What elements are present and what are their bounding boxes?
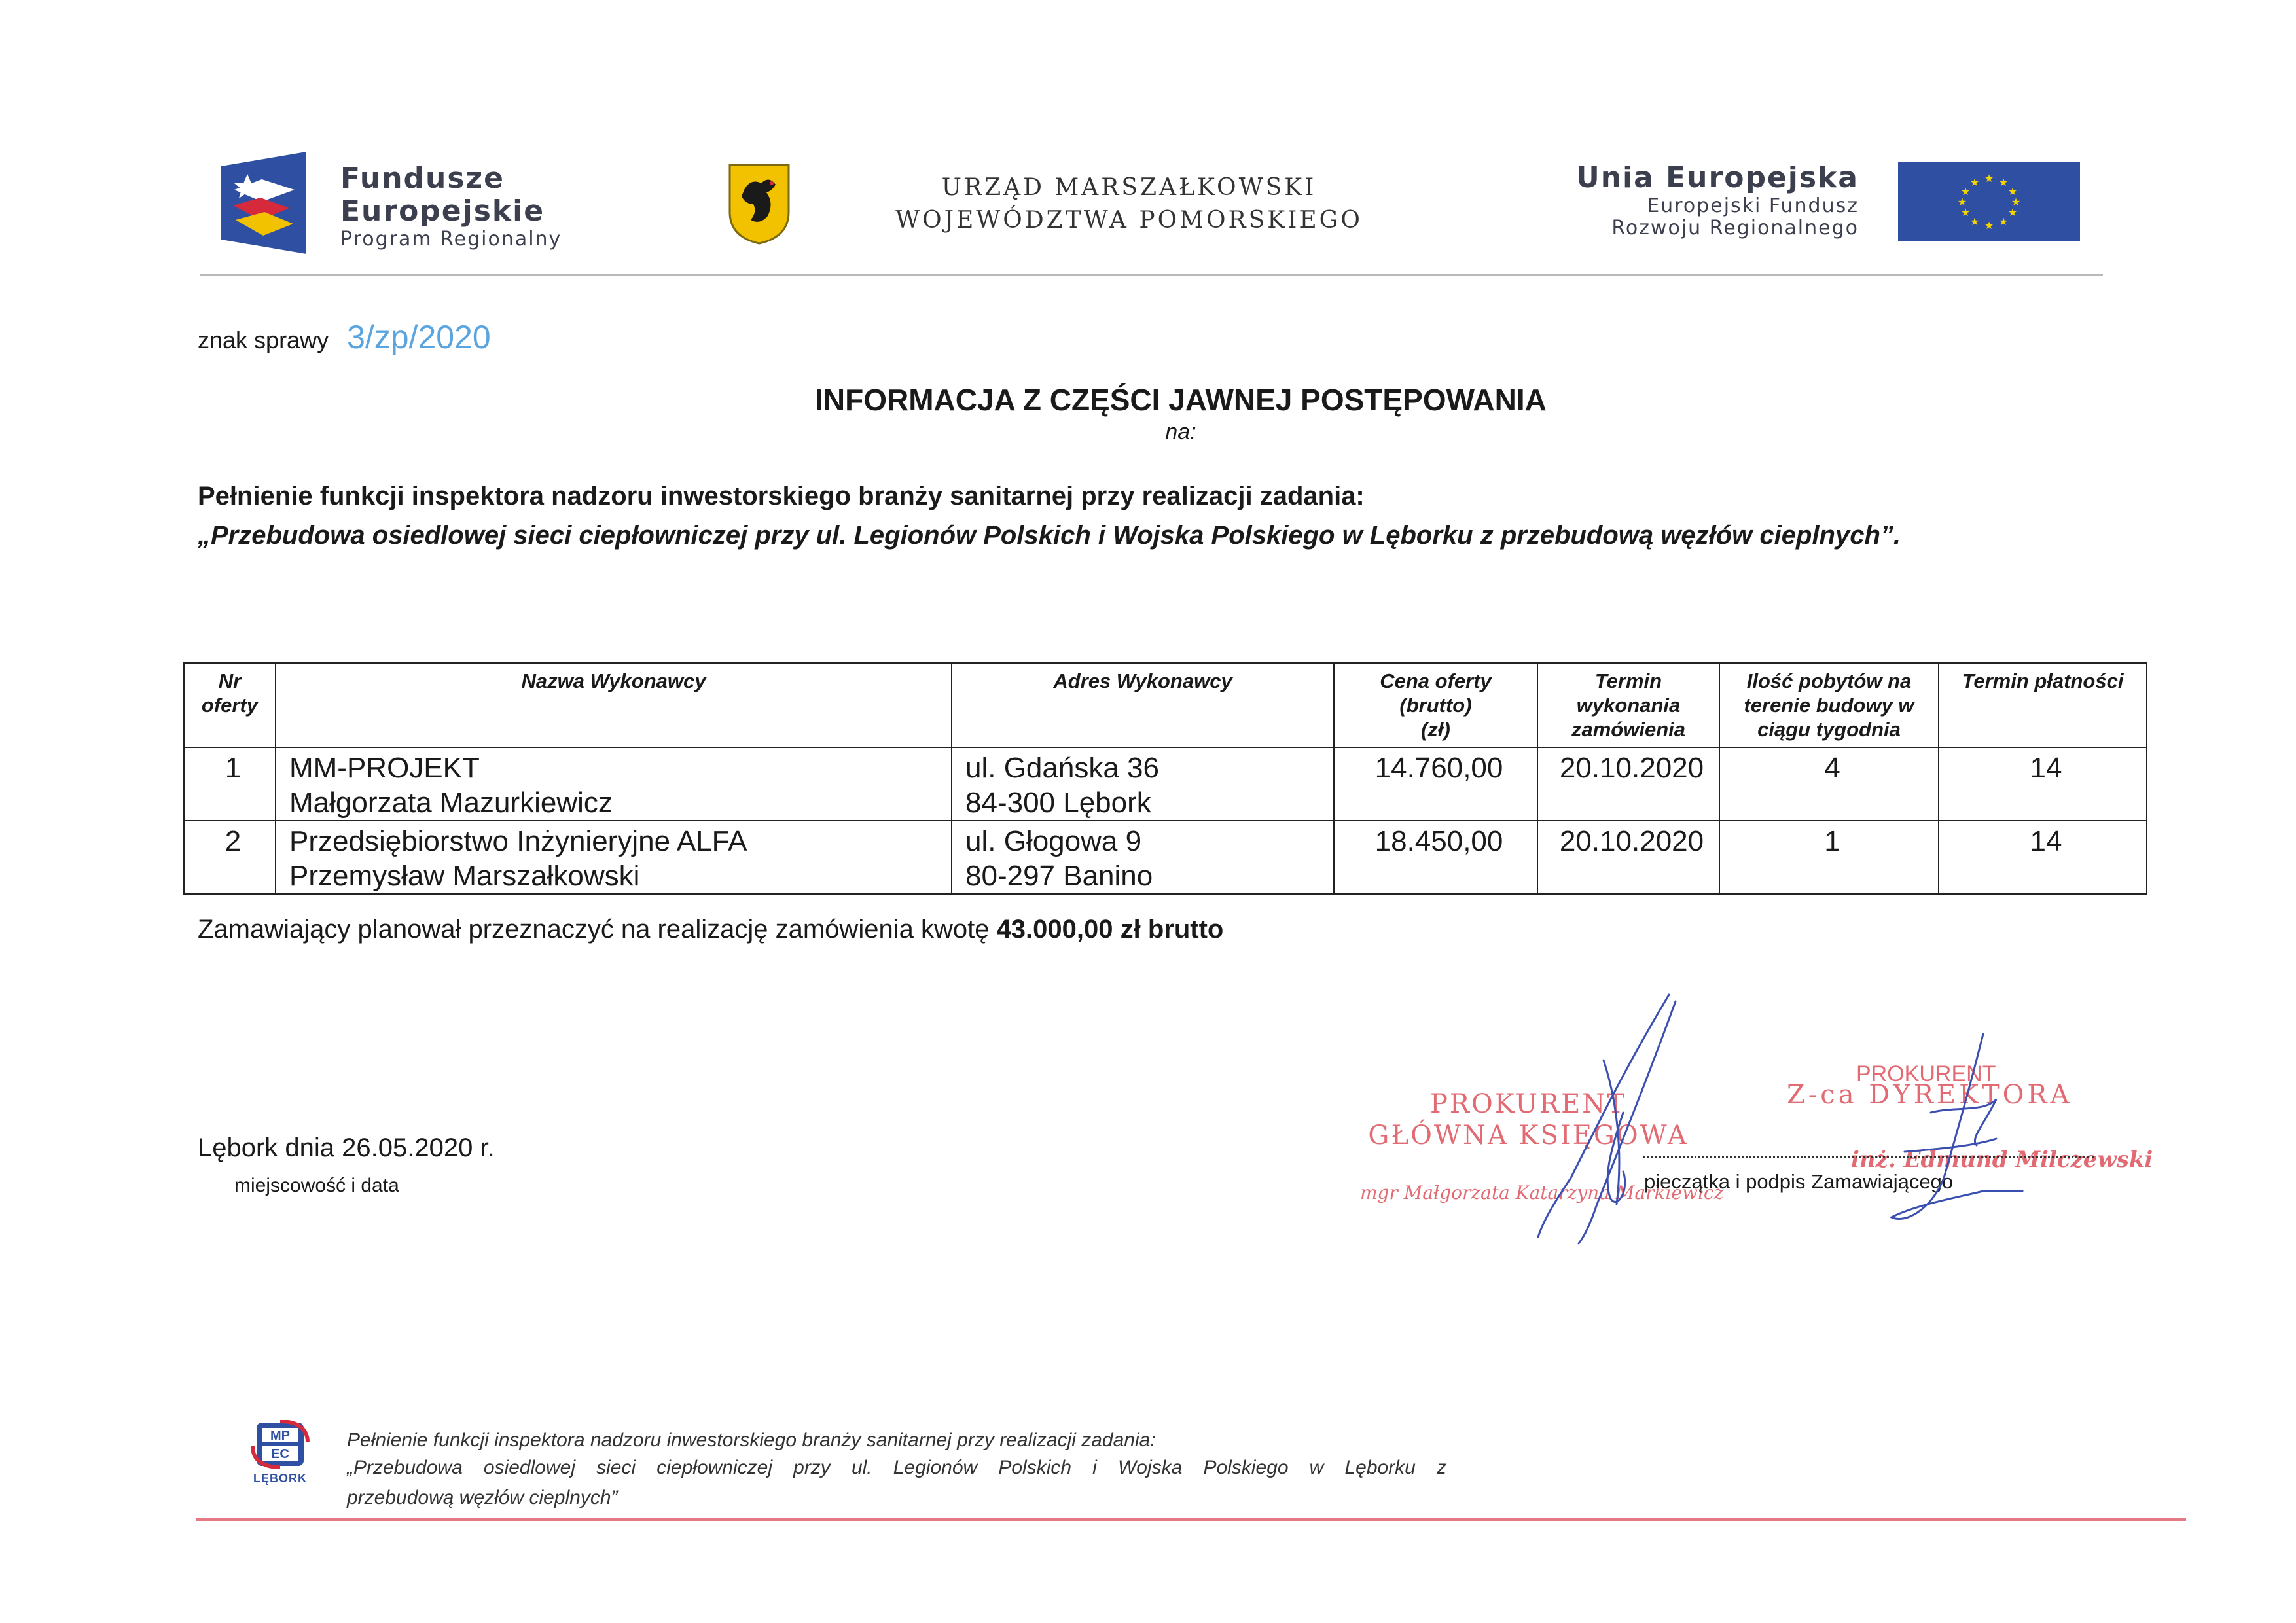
fe-line1: Fundusze xyxy=(340,162,505,195)
svg-text:★: ★ xyxy=(2007,185,2018,198)
budget-amount: 43.000,00 zł brutto xyxy=(996,915,1224,944)
col-header-ilosc xyxy=(1719,663,1939,747)
svg-text:★: ★ xyxy=(1984,219,1994,232)
cell-visits: 4 xyxy=(1719,747,1939,821)
col-header-platnosc-l1: Termin płatności xyxy=(1962,669,2124,692)
cell-address xyxy=(952,747,1334,821)
cell-price: 14.760,00 xyxy=(1334,747,1537,821)
cell-address-line2: 80-297 Banino xyxy=(965,860,1153,892)
svg-text:★: ★ xyxy=(1998,176,2009,188)
document-title: INFORMACJA Z CZĘŚCI JAWNEJ POSTĘPOWANIA xyxy=(815,383,1547,417)
cell-address-line1: ul. Gdańska 36 xyxy=(965,752,1159,784)
footer-line3: przebudową węzłów cieplnych” xyxy=(347,1487,618,1508)
case-value: 3/zp/2020 xyxy=(347,319,491,355)
cell-visits: 1 xyxy=(1719,821,1939,894)
mpec-logo-top: MP xyxy=(270,1429,290,1443)
col-header-ilosc-l2: terenie budowy w xyxy=(1744,694,1914,717)
col-header-termin-l3: zamówienia xyxy=(1571,718,1685,741)
svg-text:★: ★ xyxy=(2007,206,2018,219)
footer-line2: „Przebudowa osiedlowej sieci ciepłowniczej przy ul. Legionów Polskich i Wojska Polskiego w Lęborku z xyxy=(347,1457,1446,1478)
cell-address-line2: 84-300 Lębork xyxy=(965,787,1151,819)
stamp2-name: inż. Edmund Milczewski xyxy=(1851,1147,2153,1173)
col-header-nazwa-l1: Nazwa Wykonawcy xyxy=(521,669,706,692)
cell-date: 20.10.2020 xyxy=(1537,821,1719,894)
svg-text:★: ★ xyxy=(1984,172,1994,185)
table-header-row xyxy=(184,663,2147,747)
col-header-nazwa xyxy=(276,663,952,747)
cell-nr: 1 xyxy=(184,747,276,821)
mpec-caption: LĘBORK xyxy=(253,1472,307,1485)
case-label: znak sprawy xyxy=(198,327,329,353)
col-header-nr-l1: Nr xyxy=(218,669,242,692)
stamp2-line1: PROKURENT xyxy=(1856,1061,1996,1086)
case-number xyxy=(198,318,491,356)
cell-date: 20.10.2020 xyxy=(1537,747,1719,821)
mpec-logo-bottom: EC xyxy=(271,1447,289,1461)
offers-table xyxy=(183,662,2147,895)
ue-line3: Rozwoju Regionalnego xyxy=(1611,217,1859,240)
footer-divider xyxy=(196,1518,2186,1521)
svg-text:★: ★ xyxy=(1960,206,1971,219)
place-date-caption: miejscowość i data xyxy=(234,1175,399,1196)
cell-nr: 2 xyxy=(184,821,276,894)
stamp2-line2: Z-ca DYREKTORA xyxy=(1787,1080,2073,1110)
urzad-line1: URZĄD MARSZAŁKOWSKI xyxy=(941,174,1317,201)
cell-address-line1: ul. Głogowa 9 xyxy=(965,825,1142,857)
svg-text:★: ★ xyxy=(2011,196,2021,208)
col-header-ilosc-l1: Ilość pobytów na xyxy=(1746,669,1912,692)
col-header-platnosc xyxy=(1939,663,2147,747)
col-header-termin xyxy=(1537,663,1719,747)
budget-statement xyxy=(198,915,1223,944)
col-header-cena xyxy=(1334,663,1537,747)
stamp1-line1: PROKURENT xyxy=(1430,1089,1626,1119)
eu-flag-icon xyxy=(1898,162,2080,241)
urzad-line2: WOJEWÓDZTWA POMORSKIEGO xyxy=(895,207,1363,234)
col-header-cena-l2: (brutto) xyxy=(1399,694,1472,717)
cell-name-line1: MM-PROJEKT xyxy=(289,752,480,784)
table-row xyxy=(184,747,2147,821)
svg-text:★: ★ xyxy=(1957,196,1967,208)
handwritten-signatures xyxy=(1407,982,2127,1257)
col-header-cena-l3: (zł) xyxy=(1421,718,1450,741)
mpec-logo-icon xyxy=(246,1420,314,1469)
col-header-adres-l1: Adres Wykonawcy xyxy=(1053,669,1232,692)
stamp1-line2: GŁÓWNA KSIĘGOWA xyxy=(1368,1120,1689,1150)
cell-payment: 14 xyxy=(1939,821,2147,894)
intro-line2: „Przebudowa osiedlowej sieci ciepłowniczej przy ul. Legionów Polskich i Wojska Polskiego w Lęborku z przebudową węzłów cieplnych”. xyxy=(198,521,1901,550)
cell-name xyxy=(276,821,952,894)
unia-europejska-text xyxy=(1486,161,1859,240)
cell-name xyxy=(276,747,952,821)
cell-name-line2: Małgorzata Mazurkiewicz xyxy=(289,787,613,819)
ue-line2: Europejski Fundusz xyxy=(1647,194,1859,217)
footer-line1: Pełnienie funkcji inspektora nadzoru inwestorskiego branży sanitarnej przy realizacji zadania: xyxy=(347,1429,1156,1451)
budget-text: Zamawiający planował przeznaczyć na realizację zamówienia kwotę xyxy=(198,915,990,944)
signature-caption: pieczątka i podpis Zamawiającego xyxy=(1644,1170,1954,1193)
fundusze-europejskie-logo xyxy=(221,152,306,254)
col-header-termin-l2: wykonania xyxy=(1576,694,1681,717)
document-subtitle: na: xyxy=(1165,419,1196,444)
pomorskie-coat-of-arms-icon xyxy=(728,164,790,245)
fe-line3: Program Regionalny xyxy=(340,228,562,251)
col-header-ilosc-l3: ciągu tygodnia xyxy=(1757,718,1901,741)
cell-address xyxy=(952,821,1334,894)
cell-name-line1: Przedsiębiorstwo Inżynieryjne ALFA xyxy=(289,825,747,857)
place-and-date: Lębork dnia 26.05.2020 r. xyxy=(198,1133,495,1162)
fe-line2: Europejskie xyxy=(340,194,545,228)
col-header-nr xyxy=(184,663,276,747)
table-row xyxy=(184,821,2147,894)
col-header-cena-l1: Cena oferty xyxy=(1380,669,1492,692)
svg-text:★: ★ xyxy=(1998,215,2009,228)
col-header-adres xyxy=(952,663,1334,747)
cell-price: 18.450,00 xyxy=(1334,821,1537,894)
svg-text:★: ★ xyxy=(1960,185,1971,198)
intro-line1: Pełnienie funkcji inspektora nadzoru inwestorskiego branży sanitarnej przy realizacji zadania: xyxy=(198,482,1365,510)
stamp1-name: mgr Małgorzata Katarzyna Markiewicz xyxy=(1360,1182,1724,1204)
urzad-marszalkowski-text xyxy=(844,171,1414,237)
cell-payment: 14 xyxy=(1939,747,2147,821)
col-header-termin-l1: Termin xyxy=(1594,669,1662,692)
mpec-lebork-logo xyxy=(246,1420,314,1486)
col-header-nr-l2: oferty xyxy=(201,694,259,717)
cell-name-line2: Przemysław Marszałkowski xyxy=(289,860,640,892)
svg-text:★: ★ xyxy=(1969,215,1980,228)
header-divider xyxy=(200,274,2103,276)
svg-text:★: ★ xyxy=(1969,176,1980,188)
ue-line1: Unia Europejska xyxy=(1575,161,1859,194)
fundusze-europejskie-text xyxy=(340,162,562,251)
